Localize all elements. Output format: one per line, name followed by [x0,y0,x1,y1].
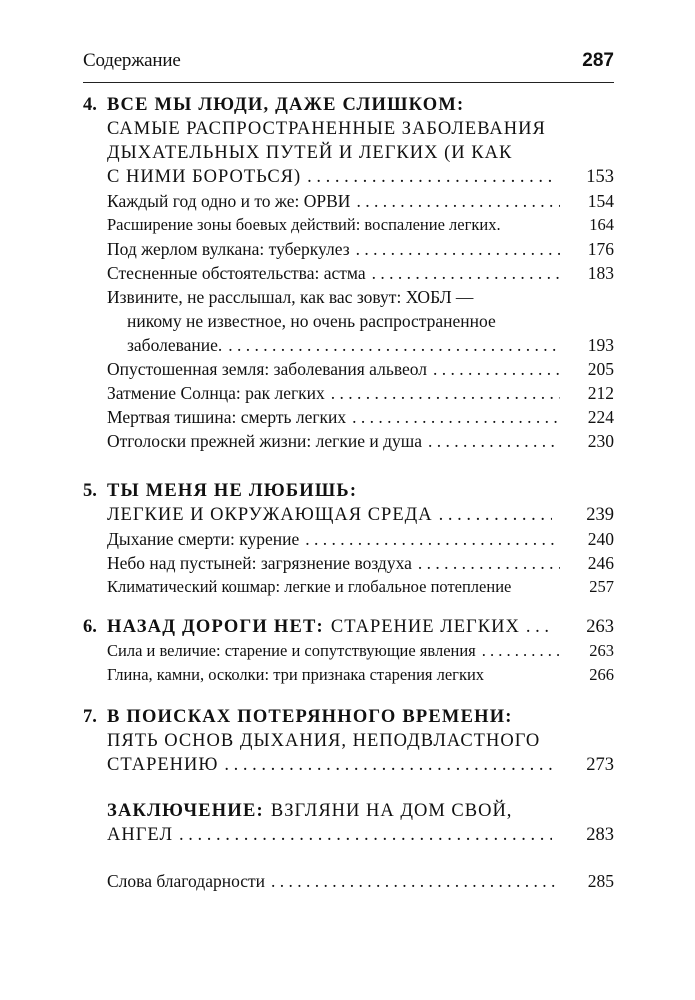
chapter-5-heading[interactable] [83,478,614,504]
leader-dots [372,260,560,286]
leader-dots [271,868,560,894]
leader-dots [305,526,560,552]
chapter-6-entry[interactable] [83,614,614,640]
chapter-subtitle: ПЯТЬ ОСНОВ ДЫХАНИЯ, НЕПОДВЛАСТНОГО [107,731,541,751]
chapter-5-entry[interactable] [83,502,614,528]
toc-entry-title: Мертвая тишина: смерть легких [107,407,347,427]
toc-entry-title: Климатический кошмар: легкие и глобальное потепление [107,577,512,596]
toc-page-number: 240 [587,529,614,549]
toc-page-number: 154 [587,191,614,211]
chapter-subtitle: СТАРЕНИЕ ЛЕГКИХ [330,617,520,637]
toc-page-number: 263 [589,641,614,660]
toc-entry-continuation [83,308,614,334]
toc-entry[interactable] [83,212,614,238]
leader-dots [331,380,560,406]
leader-dots [428,428,560,454]
toc-entry-title: Дыхание смерти: курение [107,529,300,549]
chapter-title: ТЫ МЕНЯ НЕ ЛЮБИШЬ: [107,481,358,501]
toc-page-number: 230 [587,431,614,451]
toc-entry-title: Расширение зоны боевых действий: воспаление легких. [107,215,501,234]
toc-entry-title: Небо над пустыней: загрязнение воздуха [107,553,412,573]
toc-entry[interactable] [83,356,614,382]
chapter-7-subtitle-line [83,728,614,754]
toc-page-number: 273 [586,755,614,775]
chapter-number: 5. [83,481,97,501]
toc-entry[interactable] [83,638,614,664]
conclusion-subtitle: ВЗГЛЯНИ НА ДОМ СВОЙ, [270,801,513,821]
toc-entry-continuation[interactable] [83,332,614,358]
leader-dots [307,164,552,190]
toc-entry-title: Извините, не расслышал, как вас зовут: ХОБЛ — [107,287,474,307]
toc-entry-title: Каждый год одно и то же: ОРВИ [107,191,351,211]
leader-dots [179,822,552,848]
toc-page-number: 246 [587,553,614,573]
chapter-title: НАЗАД ДОРОГИ НЕТ: [107,617,324,637]
chapter-title: В ПОИСКАХ ПОТЕРЯННОГО ВРЕМЕНИ: [107,707,513,727]
chapter-4-subtitle-line [83,140,614,166]
toc-entry-title: Затмение Солнца: рак легких [107,383,325,403]
toc-page-number: 239 [586,505,614,525]
toc-entry-title: Стесненные обстоятельства: астма [107,263,366,283]
toc-entry-title: Слова благодарности [107,871,266,891]
toc-entry-title: никому не известное, но очень распространенное [127,311,496,331]
toc-entry-title: Опустошенная земля: заболевания альвеол [107,359,427,379]
page-number: 287 [582,50,614,71]
toc-page-number: 183 [587,263,614,283]
chapter-subtitle: СТАРЕНИЮ [107,755,219,775]
toc-page-number: 164 [589,215,614,234]
toc-page-number: 212 [587,383,614,403]
toc-entry[interactable] [83,404,614,430]
chapter-number: 4. [83,95,97,115]
toc-entry[interactable] [83,574,614,600]
chapter-7-heading[interactable] [83,704,614,730]
toc-page-number: 176 [587,239,614,259]
toc-page-number: 266 [589,665,614,684]
leader-dots [482,638,560,664]
chapter-number: 6. [83,617,97,637]
conclusion-heading[interactable] [83,798,614,824]
leader-dots [356,188,560,214]
chapter-4-subtitle-line [83,116,614,142]
acknowledgements-entry[interactable] [83,868,614,894]
toc-entry[interactable] [83,526,614,552]
toc-entry[interactable] [83,188,614,214]
toc-entry[interactable] [83,260,614,286]
toc-page-number: 263 [586,617,614,637]
chapter-subtitle: ЛЕГКИЕ И ОКРУЖАЮЩАЯ СРЕДА [107,505,433,525]
toc-entry[interactable] [83,236,614,262]
leader-dots [439,502,552,528]
toc-entry[interactable] [83,380,614,406]
toc-entry[interactable] [83,428,614,454]
leader-dots [352,404,560,430]
toc-page-number: 205 [587,359,614,379]
chapter-4-heading[interactable] [83,92,614,118]
toc-entry-title: Отголоски прежней жизни: легкие и душа [107,431,422,451]
chapter-subtitle: С НИМИ БОРОТЬСЯ) [107,167,302,187]
toc-entry-title: Под жерлом вулкана: туберкулез [107,239,350,259]
conclusion-subtitle: АНГЕЛ [107,825,174,845]
toc-page-number: 257 [589,577,614,596]
leader-dots [418,550,560,576]
toc-entry[interactable] [83,662,614,688]
toc-entry[interactable] [83,284,614,310]
chapter-subtitle: САМЫЕ РАСПРОСТРАНЕННЫЕ ЗАБОЛЕВАНИЯ [107,119,546,139]
toc-entry-title: заболевание. [127,335,223,355]
conclusion-entry[interactable] [83,822,614,848]
chapter-4-entry[interactable] [83,164,614,190]
leader-dots [224,752,552,778]
chapter-7-entry[interactable] [83,752,614,778]
toc-entry-title: Сила и величие: старение и сопутствующие явления [107,641,476,660]
leader-dots [228,332,560,358]
leader-dots [356,236,560,262]
chapter-title: ВСЕ МЫ ЛЮДИ, ДАЖЕ СЛИШКОМ: [107,95,465,115]
leader-dots [526,614,552,640]
toc-entry-title: Глина, камни, осколки: три признака старения легких [107,665,485,684]
leader-dots [433,356,560,382]
toc-entry[interactable] [83,550,614,576]
running-header [83,50,614,83]
toc-page-number: 224 [587,407,614,427]
conclusion-title: ЗАКЛЮЧЕНИЕ: [107,801,264,821]
toc-page-number: 285 [587,871,614,891]
toc-page-number: 153 [586,167,614,187]
toc-page-number: 193 [587,335,614,355]
toc-page-number: 283 [586,825,614,845]
chapter-number: 7. [83,707,97,727]
running-header-title: Содержание [83,50,181,71]
chapter-subtitle: ДЫХАТЕЛЬНЫХ ПУТЕЙ И ЛЕГКИХ (И КАК [107,143,513,163]
